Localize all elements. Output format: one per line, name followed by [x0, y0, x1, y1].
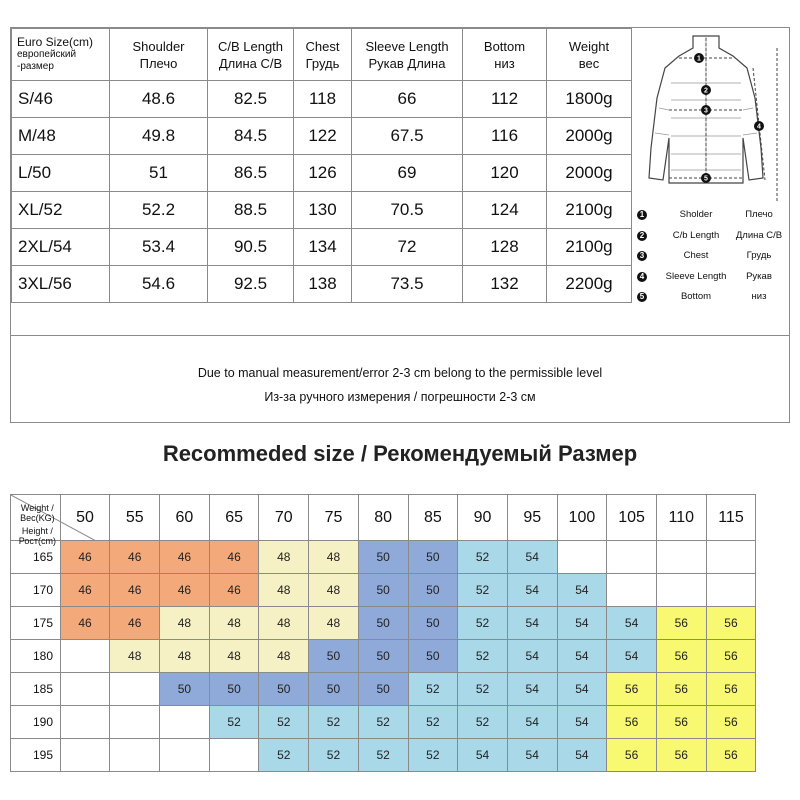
size-label-cell: L/50	[12, 155, 110, 192]
height-header-cell: 180	[11, 640, 61, 673]
size-recommend-cell: 52	[408, 739, 458, 772]
empty-cell	[706, 541, 756, 574]
height-row	[11, 673, 756, 706]
empty-cell	[110, 673, 160, 706]
header-ru: европейский -размер	[17, 49, 77, 72]
legend-ru: Грудь	[746, 250, 772, 261]
header-en: Shoulder	[132, 38, 185, 54]
size-recommend-cell: 52	[458, 574, 508, 607]
size-recommend-cell: 56	[656, 673, 706, 706]
weight-header-cell: 105	[607, 495, 657, 541]
size-recommend-cell: 52	[458, 706, 508, 739]
marker-1-label: 1	[697, 55, 701, 63]
size-recommend-cell: 48	[110, 640, 160, 673]
size-recommend-cell: 54	[507, 607, 557, 640]
size-value-cell: 73.5	[352, 266, 463, 303]
empty-cell	[607, 574, 657, 607]
legend-ru: Длина С/В	[735, 229, 783, 241]
size-value-cell: 88.5	[208, 192, 294, 229]
size-recommend-cell: 54	[557, 607, 607, 640]
size-row	[12, 81, 632, 118]
empty-cell	[60, 673, 110, 706]
weight-header-cell: 55	[110, 495, 160, 541]
legend-en: Bottom	[680, 291, 712, 302]
marker-3-label: 3	[704, 107, 708, 115]
size-recommend-cell: 52	[259, 706, 309, 739]
size-recommend-cell: 46	[160, 574, 210, 607]
empty-cell	[110, 706, 160, 739]
header-ru: Плечо	[139, 55, 178, 71]
size-value-cell: 86.5	[208, 155, 294, 192]
size-recommend-cell: 54	[507, 541, 557, 574]
size-recommend-cell: 52	[358, 706, 408, 739]
size-recommend-cell: 50	[160, 673, 210, 706]
height-header-cell: 185	[11, 673, 61, 706]
height-row	[11, 739, 756, 772]
size-recommend-cell: 48	[259, 574, 309, 607]
size-recommend-cell: 56	[706, 706, 756, 739]
height-row	[11, 706, 756, 739]
size-recommend-cell: 46	[60, 541, 110, 574]
header-ru: низ	[494, 55, 515, 71]
height-header-cell: 195	[11, 739, 61, 772]
size-value-cell: 118	[294, 81, 352, 118]
empty-cell	[60, 640, 110, 673]
size-value-cell: 52.2	[110, 192, 208, 229]
size-recommend-cell: 50	[408, 607, 458, 640]
size-recommend-cell: 56	[706, 739, 756, 772]
legend-number-icon: 4	[637, 272, 647, 282]
height-header-cell: 165	[11, 541, 61, 574]
empty-cell	[160, 706, 210, 739]
size-recommend-cell: 52	[209, 706, 259, 739]
size-header-6	[547, 29, 632, 81]
size-value-cell: 72	[352, 229, 463, 266]
size-recommend-cell: 54	[557, 706, 607, 739]
recommended-size-title: Recommeded size / Рекомендуемый Размер	[162, 441, 638, 466]
size-recommend-cell: 50	[358, 673, 408, 706]
size-recommend-cell: 48	[160, 607, 210, 640]
size-chart-section	[10, 27, 790, 423]
size-header-2	[208, 29, 294, 81]
empty-cell	[60, 739, 110, 772]
weight-header-cell: 85	[408, 495, 458, 541]
size-recommend-cell: 52	[259, 739, 309, 772]
size-value-cell: 66	[352, 81, 463, 118]
size-recommend-cell: 52	[458, 541, 508, 574]
jacket-diagram	[631, 28, 789, 334]
weight-header-cell: 75	[309, 495, 359, 541]
size-recommend-cell: 50	[209, 673, 259, 706]
size-row	[12, 192, 632, 229]
size-value-cell: 53.4	[110, 229, 208, 266]
size-value-cell: 70.5	[352, 192, 463, 229]
note-russian: Из-за ручного измерения / погрешности 2-3 см	[264, 390, 536, 404]
weight-header-cell: 110	[656, 495, 706, 541]
recommended-size-grid	[10, 494, 756, 772]
size-recommend-cell: 48	[160, 640, 210, 673]
size-value-cell: 2100g	[547, 229, 632, 266]
size-value-cell: 124	[463, 192, 547, 229]
header-en: Weight	[568, 38, 610, 54]
size-recommend-cell: 46	[110, 541, 160, 574]
empty-cell	[557, 541, 607, 574]
empty-cell	[607, 541, 657, 574]
size-recommend-cell: 46	[60, 574, 110, 607]
header-ru: вес	[578, 55, 600, 71]
size-recommend-cell: 48	[309, 541, 359, 574]
header-en: Chest	[305, 38, 340, 54]
legend-item	[637, 230, 787, 246]
size-recommend-cell: 46	[209, 574, 259, 607]
size-recommend-cell: 56	[656, 640, 706, 673]
size-value-cell: 84.5	[208, 118, 294, 155]
size-recommend-cell: 48	[309, 607, 359, 640]
legend-number-icon: 5	[637, 292, 647, 302]
size-value-cell: 2200g	[547, 266, 632, 303]
size-recommend-cell: 50	[309, 640, 359, 673]
size-row	[12, 155, 632, 192]
size-recommend-cell: 56	[706, 673, 756, 706]
size-value-cell: 48.6	[110, 81, 208, 118]
size-value-cell: 134	[294, 229, 352, 266]
header-en: Euro Size(cm)	[17, 35, 94, 49]
size-recommend-cell: 54	[557, 574, 607, 607]
legend-item	[637, 271, 787, 287]
marker-4-label: 4	[757, 123, 761, 131]
size-value-cell: 51	[110, 155, 208, 192]
legend-en: Chest	[683, 250, 709, 261]
weight-axis-label: Weight / Вес(KG)	[20, 503, 55, 523]
empty-cell	[110, 739, 160, 772]
size-recommend-cell: 54	[557, 673, 607, 706]
size-row	[12, 266, 632, 303]
size-recommend-cell: 50	[358, 607, 408, 640]
height-row	[11, 541, 756, 574]
height-row	[11, 640, 756, 673]
empty-cell	[656, 541, 706, 574]
weight-header-cell: 70	[259, 495, 309, 541]
header-ru: Грудь	[305, 55, 340, 71]
size-recommend-cell: 48	[309, 574, 359, 607]
empty-cell	[160, 739, 210, 772]
size-recommend-cell: 52	[458, 607, 508, 640]
size-recommend-cell: 48	[259, 640, 309, 673]
size-value-cell: 2000g	[547, 155, 632, 192]
jacket-illustration	[631, 28, 789, 228]
size-header-1	[110, 29, 208, 81]
size-recommend-cell: 50	[358, 574, 408, 607]
size-recommend-cell: 56	[656, 706, 706, 739]
empty-cell	[656, 574, 706, 607]
legend-en: Sholder	[679, 209, 713, 220]
size-recommend-cell: 46	[60, 607, 110, 640]
legend-item	[637, 209, 787, 225]
legend-number-icon: 1	[637, 210, 647, 220]
header-en: Bottom	[483, 38, 526, 54]
size-recommend-cell: 48	[259, 541, 309, 574]
size-recommend-cell: 54	[507, 640, 557, 673]
size-recommend-cell: 50	[358, 640, 408, 673]
size-recommend-cell: 48	[209, 607, 259, 640]
header-ru: Длина С/В	[218, 55, 283, 71]
legend-en: Sleeve Length	[665, 270, 727, 282]
size-label-cell: XL/52	[12, 192, 110, 229]
size-recommend-cell: 52	[458, 673, 508, 706]
marker-2-label: 2	[704, 87, 708, 95]
size-recommend-cell: 52	[408, 706, 458, 739]
size-recommend-cell: 50	[309, 673, 359, 706]
size-value-cell: 130	[294, 192, 352, 229]
size-value-cell: 2000g	[547, 118, 632, 155]
marker-5-label: 5	[704, 175, 708, 183]
size-recommend-cell: 50	[259, 673, 309, 706]
legend-ru: Плечо	[745, 209, 773, 220]
legend-item	[637, 250, 787, 266]
header-en: C/B Length	[217, 38, 284, 54]
legend-ru: низ	[751, 291, 767, 302]
weight-header-cell: 90	[458, 495, 508, 541]
size-recommend-cell: 56	[607, 739, 657, 772]
size-recommend-cell: 54	[557, 739, 607, 772]
size-value-cell: 120	[463, 155, 547, 192]
size-recommend-cell: 52	[309, 739, 359, 772]
size-value-cell: 128	[463, 229, 547, 266]
height-axis-label: Height / Рост(cm)	[18, 526, 56, 546]
size-recommend-cell: 54	[607, 607, 657, 640]
size-recommend-cell: 54	[458, 739, 508, 772]
size-value-cell: 92.5	[208, 266, 294, 303]
legend-number-icon: 2	[637, 231, 647, 241]
size-recommend-cell: 56	[607, 706, 657, 739]
size-recommend-cell: 46	[110, 607, 160, 640]
size-value-cell: 2100g	[547, 192, 632, 229]
height-row	[11, 574, 756, 607]
header-ru: Рукав Длина	[368, 55, 446, 71]
size-recommend-cell: 54	[557, 640, 607, 673]
size-value-cell: 1800g	[547, 81, 632, 118]
size-table	[11, 28, 632, 303]
height-header-cell: 170	[11, 574, 61, 607]
size-value-cell: 126	[294, 155, 352, 192]
size-label-cell: 2XL/54	[12, 229, 110, 266]
size-recommend-cell: 52	[309, 706, 359, 739]
weight-header-cell: 65	[209, 495, 259, 541]
measurement-note	[11, 335, 789, 423]
size-recommend-cell: 54	[507, 706, 557, 739]
weight-header-cell: 95	[507, 495, 557, 541]
size-recommend-cell: 50	[358, 541, 408, 574]
size-value-cell: 132	[463, 266, 547, 303]
empty-cell	[209, 739, 259, 772]
size-value-cell: 49.8	[110, 118, 208, 155]
size-value-cell: 122	[294, 118, 352, 155]
size-recommend-cell: 56	[656, 739, 706, 772]
size-recommend-cell: 48	[209, 640, 259, 673]
size-recommend-cell: 52	[358, 739, 408, 772]
size-value-cell: 112	[463, 81, 547, 118]
size-recommend-cell: 54	[507, 739, 557, 772]
height-header-cell: 175	[11, 607, 61, 640]
size-recommend-cell: 50	[408, 640, 458, 673]
size-value-cell: 138	[294, 266, 352, 303]
legend-en: C/b Length	[672, 229, 720, 241]
size-recommend-cell: 50	[408, 541, 458, 574]
size-label-cell: M/48	[12, 118, 110, 155]
size-label-cell: 3XL/56	[12, 266, 110, 303]
size-recommend-cell: 56	[607, 673, 657, 706]
height-header-cell: 190	[11, 706, 61, 739]
size-recommend-cell: 54	[507, 574, 557, 607]
empty-cell	[706, 574, 756, 607]
weight-header-cell: 115	[706, 495, 756, 541]
size-recommend-cell: 54	[607, 640, 657, 673]
size-value-cell: 54.6	[110, 266, 208, 303]
legend-number-icon: 3	[637, 251, 647, 261]
size-label-cell: S/46	[12, 81, 110, 118]
size-value-cell: 67.5	[352, 118, 463, 155]
size-value-cell: 116	[463, 118, 547, 155]
size-recommend-cell: 52	[458, 640, 508, 673]
size-recommend-cell: 54	[507, 673, 557, 706]
size-recommend-cell: 50	[408, 574, 458, 607]
size-header-5	[463, 29, 547, 81]
height-row	[11, 607, 756, 640]
note-english: Due to manual measurement/error 2-3 cm belong to the permissible level	[197, 366, 603, 380]
size-recommend-cell: 56	[706, 607, 756, 640]
weight-header-cell: 60	[160, 495, 210, 541]
size-recommend-cell: 56	[656, 607, 706, 640]
size-row	[12, 118, 632, 155]
header-en: Sleeve Length	[365, 38, 449, 54]
size-recommend-cell: 46	[110, 574, 160, 607]
size-recommend-cell: 46	[160, 541, 210, 574]
size-recommend-cell: 56	[706, 640, 756, 673]
size-header-3	[294, 29, 352, 81]
weight-header-cell: 100	[557, 495, 607, 541]
size-recommend-cell: 46	[209, 541, 259, 574]
size-header-4	[352, 29, 463, 81]
size-recommend-cell: 52	[408, 673, 458, 706]
size-header-0	[12, 29, 110, 81]
empty-cell	[60, 706, 110, 739]
size-value-cell: 69	[352, 155, 463, 192]
weight-header-cell: 50	[60, 495, 110, 541]
legend-item	[637, 291, 787, 307]
size-value-cell: 82.5	[208, 81, 294, 118]
size-value-cell: 90.5	[208, 229, 294, 266]
size-recommend-cell: 48	[259, 607, 309, 640]
weight-header-cell: 80	[358, 495, 408, 541]
legend-ru: Рукав	[746, 270, 772, 282]
size-row	[12, 229, 632, 266]
grid-corner	[11, 495, 61, 546]
